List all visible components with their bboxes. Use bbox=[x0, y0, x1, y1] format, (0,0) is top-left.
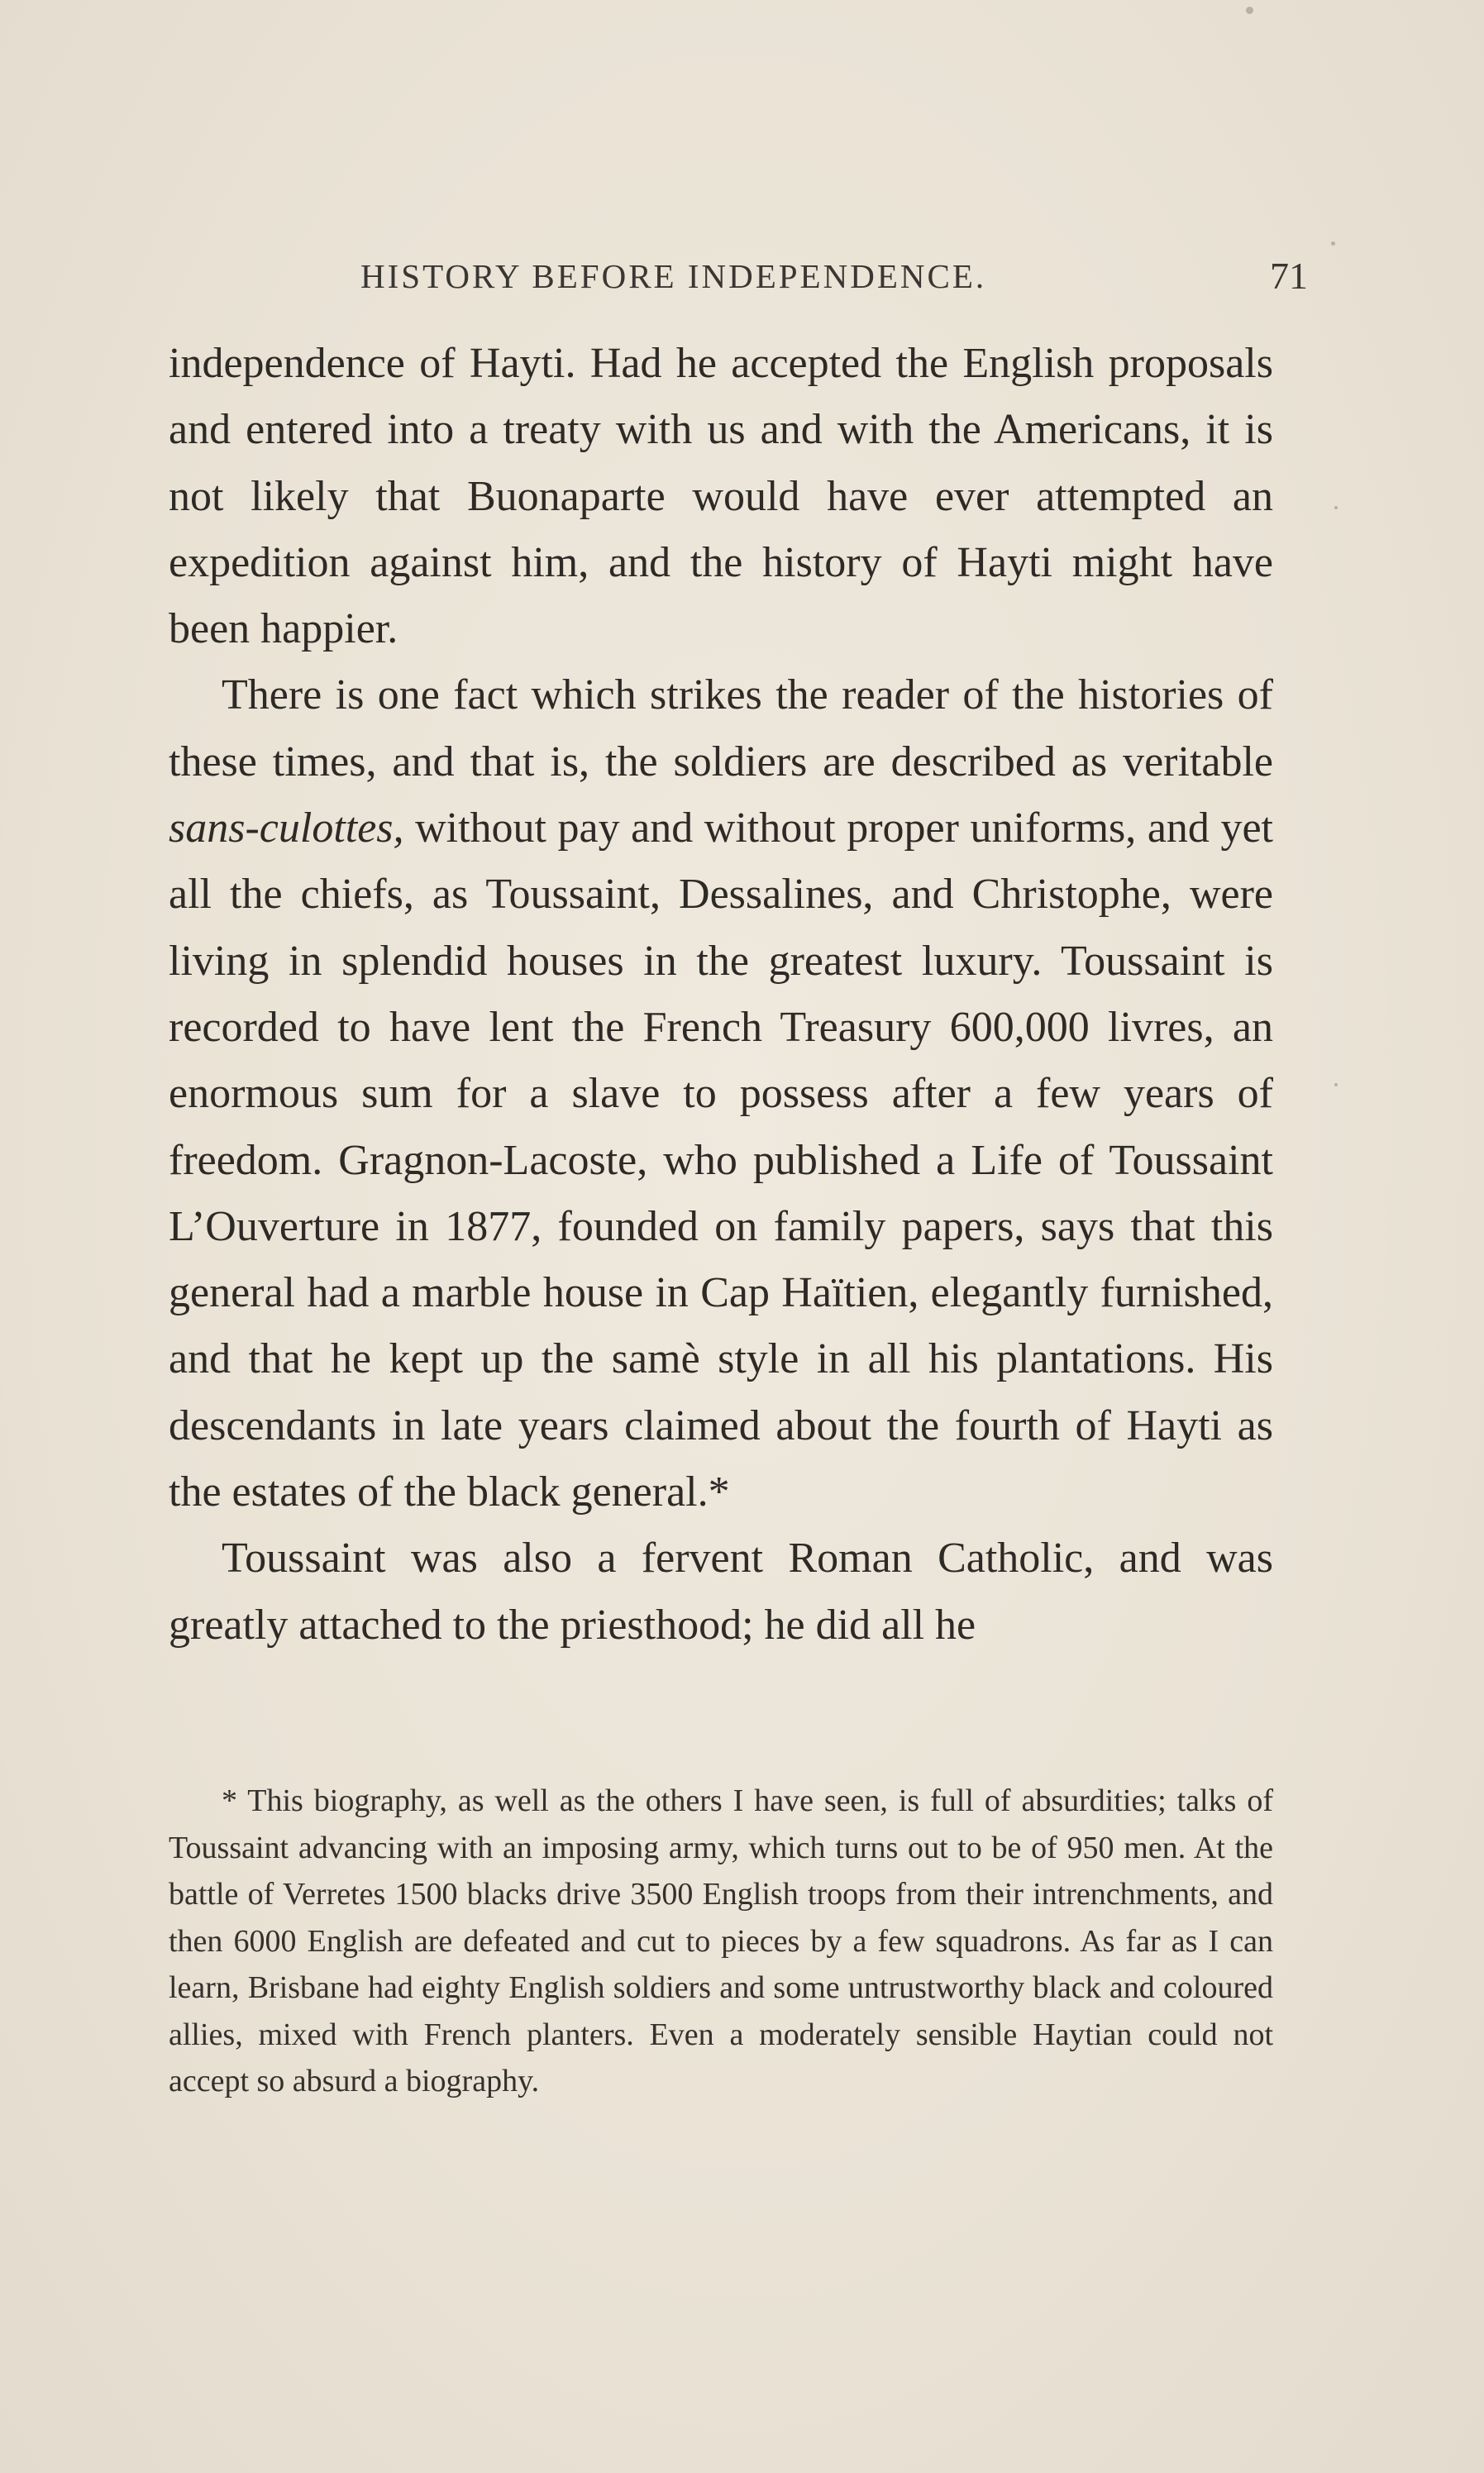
running-head-title: HISTORY BEFORE INDEPENDENCE. bbox=[360, 257, 987, 295]
paragraph-3: Toussaint was also a fervent Roman Catholic, and was greatly attached to the priesthood; he did all he bbox=[169, 1535, 1273, 1649]
footnote-text: * This biography, as well as the others I have seen, is full of absurdities; talks of Toussaint advancing with an imposing army, which turns out to be of 950 men. At the battle of Verretes 1500 blacks drive 3500 English troops from their intrenchments, and then 6000 English are defeated and cut to pieces by a few squadrons. As far as I can learn, Brisbane had eighty English soldiers and some untrustworthy black and coloured allies, mixed with French planters. Even a moderately sensible Haytian could not accept so absurd a biography. bbox=[169, 1783, 1273, 2098]
paper-speck bbox=[1334, 1083, 1338, 1086]
paragraph-2-end: without pay and without proper uniforms, and yet all the chiefs, as Toussaint, Dessalines, and Christophe, were living in splendid houses in the greatest luxury. Toussaint is recorded to have lent the French Treasury 600,000 livres, an enormous sum for a slave to possess after a few years of freedom. Gragnon-Lacoste, who published a Life of Toussaint L’Ouverture in 1877, founded on family papers, says that this general had a marble house in Cap Haïtien, elegantly furnished, and that he kept up the samè style in all his plantations. His descendants in late years claimed about the fourth of Hayti as the estates of the black general.* bbox=[169, 804, 1273, 1516]
page-number: 71 bbox=[1270, 255, 1308, 297]
italic-term: sans-culottes, bbox=[169, 804, 404, 852]
paper-speck bbox=[1246, 7, 1253, 14]
footnote bbox=[169, 1778, 1273, 2105]
paragraph-2-start: There is one fact which strikes the reader of the histories of these times, and that is, the soldiers are described as veritable bbox=[169, 671, 1273, 785]
paragraph-2 bbox=[169, 662, 1273, 1525]
paper-speck bbox=[1331, 241, 1335, 246]
paragraph-1: independence of Hayti. Had he accepted the English proposals and entered into a treaty with us and with the Americans, it is not likely that Buonaparte would have ever attempted an expedition against him, and the history of Hayti might have been happier. bbox=[169, 340, 1273, 653]
running-head bbox=[360, 251, 1308, 301]
body-text bbox=[169, 331, 1273, 1659]
paper-speck bbox=[1334, 506, 1338, 509]
